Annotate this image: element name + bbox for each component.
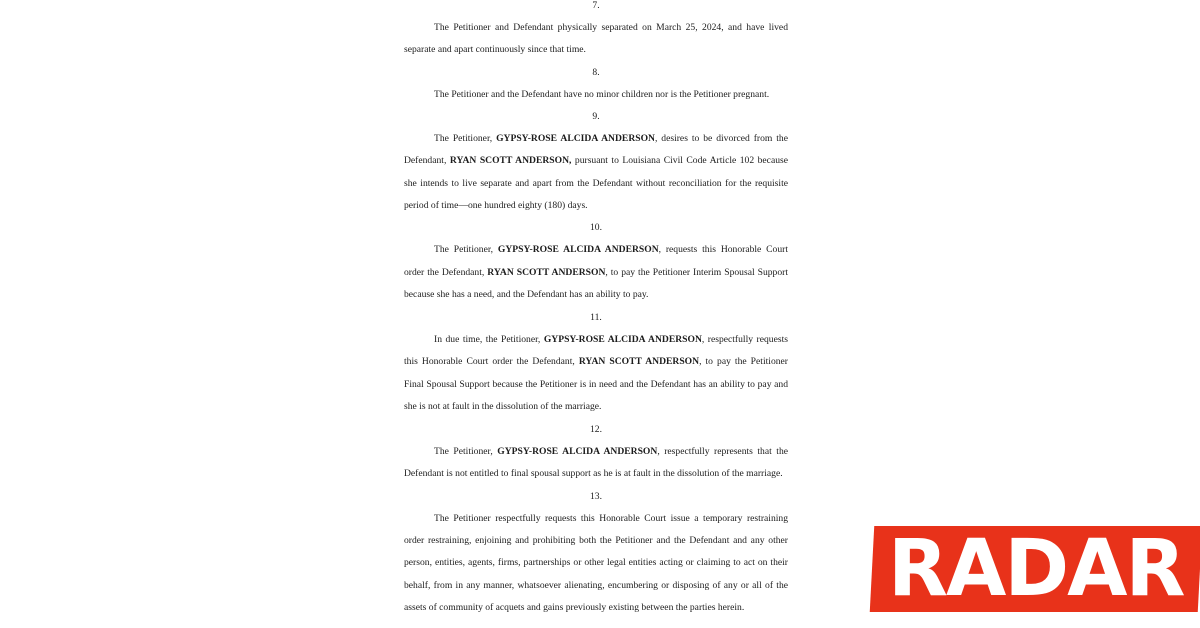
- paragraph-number: 9.: [592, 111, 600, 122]
- paragraph-line: The Petitioner, GYPSY-ROSE ALCIDA ANDERSON, respectfully represents that the: [434, 446, 789, 457]
- paragraph-line: behalf, from in any manner, whatsoever alienating, encumbering or disposing of any or all of the: [404, 580, 788, 591]
- paragraph-line: she intends to live separate and apart from the Defendant without reconciliation for the requisite: [404, 178, 788, 189]
- petitioner-name: GYPSY-ROSE ALCIDA ANDERSON: [497, 244, 659, 255]
- paragraph-line: The Petitioner, GYPSY-ROSE ALCIDA ANDERSON, requests this Honorable Court: [434, 244, 788, 255]
- paragraph-line: The Petitioner respectfully requests this Honorable Court issue a temporary restraining: [434, 513, 788, 524]
- paragraph-number: 10.: [590, 222, 602, 233]
- defendant-name: RYAN SCOTT ANDERSON: [578, 356, 700, 367]
- paragraph-line: she is not at fault in the dissolution of the marriage.: [404, 401, 602, 412]
- paragraph-number: 8.: [592, 67, 600, 78]
- defendant-name: RYAN SCOTT ANDERSON: [487, 267, 606, 278]
- paragraph-line: The Petitioner and Defendant physically separated on March 25, 2024, and have lived: [434, 22, 788, 33]
- paragraph-line: order the Defendant, RYAN SCOTT ANDERSON, to pay the Petitioner Interim Spousal Support: [404, 267, 789, 278]
- paragraph-line: assets of community of acquets and gains previously existing between the parties herein.: [404, 602, 745, 613]
- paragraph-line: person, entities, agents, firms, partnerships or other legal entities acting or claiming to act on their: [404, 557, 788, 568]
- petitioner-name: GYPSY-ROSE ALCIDA ANDERSON: [543, 334, 702, 345]
- paragraph-line: separate and apart continuously since that time.: [404, 44, 586, 55]
- radar-logo-text: RADAR: [888, 524, 1184, 614]
- paragraph-line: Defendant, RYAN SCOTT ANDERSON, pursuant to Louisiana Civil Code Article 102 because: [404, 155, 788, 166]
- paragraph-line: The Petitioner and the Defendant have no minor children nor is the Petitioner pregnant.: [434, 89, 770, 100]
- paragraph-number: 13.: [590, 491, 602, 502]
- paragraph-line: Defendant is not entitled to final spousal support as he is at fault in the dissolution of the marriage.: [404, 468, 783, 479]
- paragraph-line: this Honorable Court order the Defendant, RYAN SCOTT ANDERSON, to pay the Petitioner: [404, 356, 788, 367]
- defendant-name: RYAN SCOTT ANDERSON,: [449, 155, 572, 166]
- paragraph-line: The Petitioner, GYPSY-ROSE ALCIDA ANDERSON, desires to be divorced from the: [434, 133, 788, 144]
- paragraph-number: 7.: [592, 0, 600, 11]
- paragraph-number: 12.: [590, 424, 602, 435]
- paragraph-line: order restraining, enjoining and prohibiting both the Petitioner and the Defendant and any other: [404, 535, 788, 546]
- paragraph-number: 11.: [590, 312, 602, 323]
- paragraph-line: period of time—one hundred eighty (180) days.: [404, 200, 588, 211]
- paragraph-line: In due time, the Petitioner, GYPSY-ROSE ALCIDA ANDERSON, respectfully requests: [434, 334, 788, 345]
- radar-logo: [870, 526, 1200, 612]
- paragraph-line: because she has a need, and the Defendant has an ability to pay.: [404, 289, 649, 300]
- petitioner-name: GYPSY-ROSE ALCIDA ANDERSON: [497, 446, 658, 457]
- paragraph-line: Final Spousal Support because the Petitioner is in need and the Defendant has an ability to pay and: [404, 379, 788, 390]
- petitioner-name: GYPSY-ROSE ALCIDA ANDERSON: [496, 133, 655, 144]
